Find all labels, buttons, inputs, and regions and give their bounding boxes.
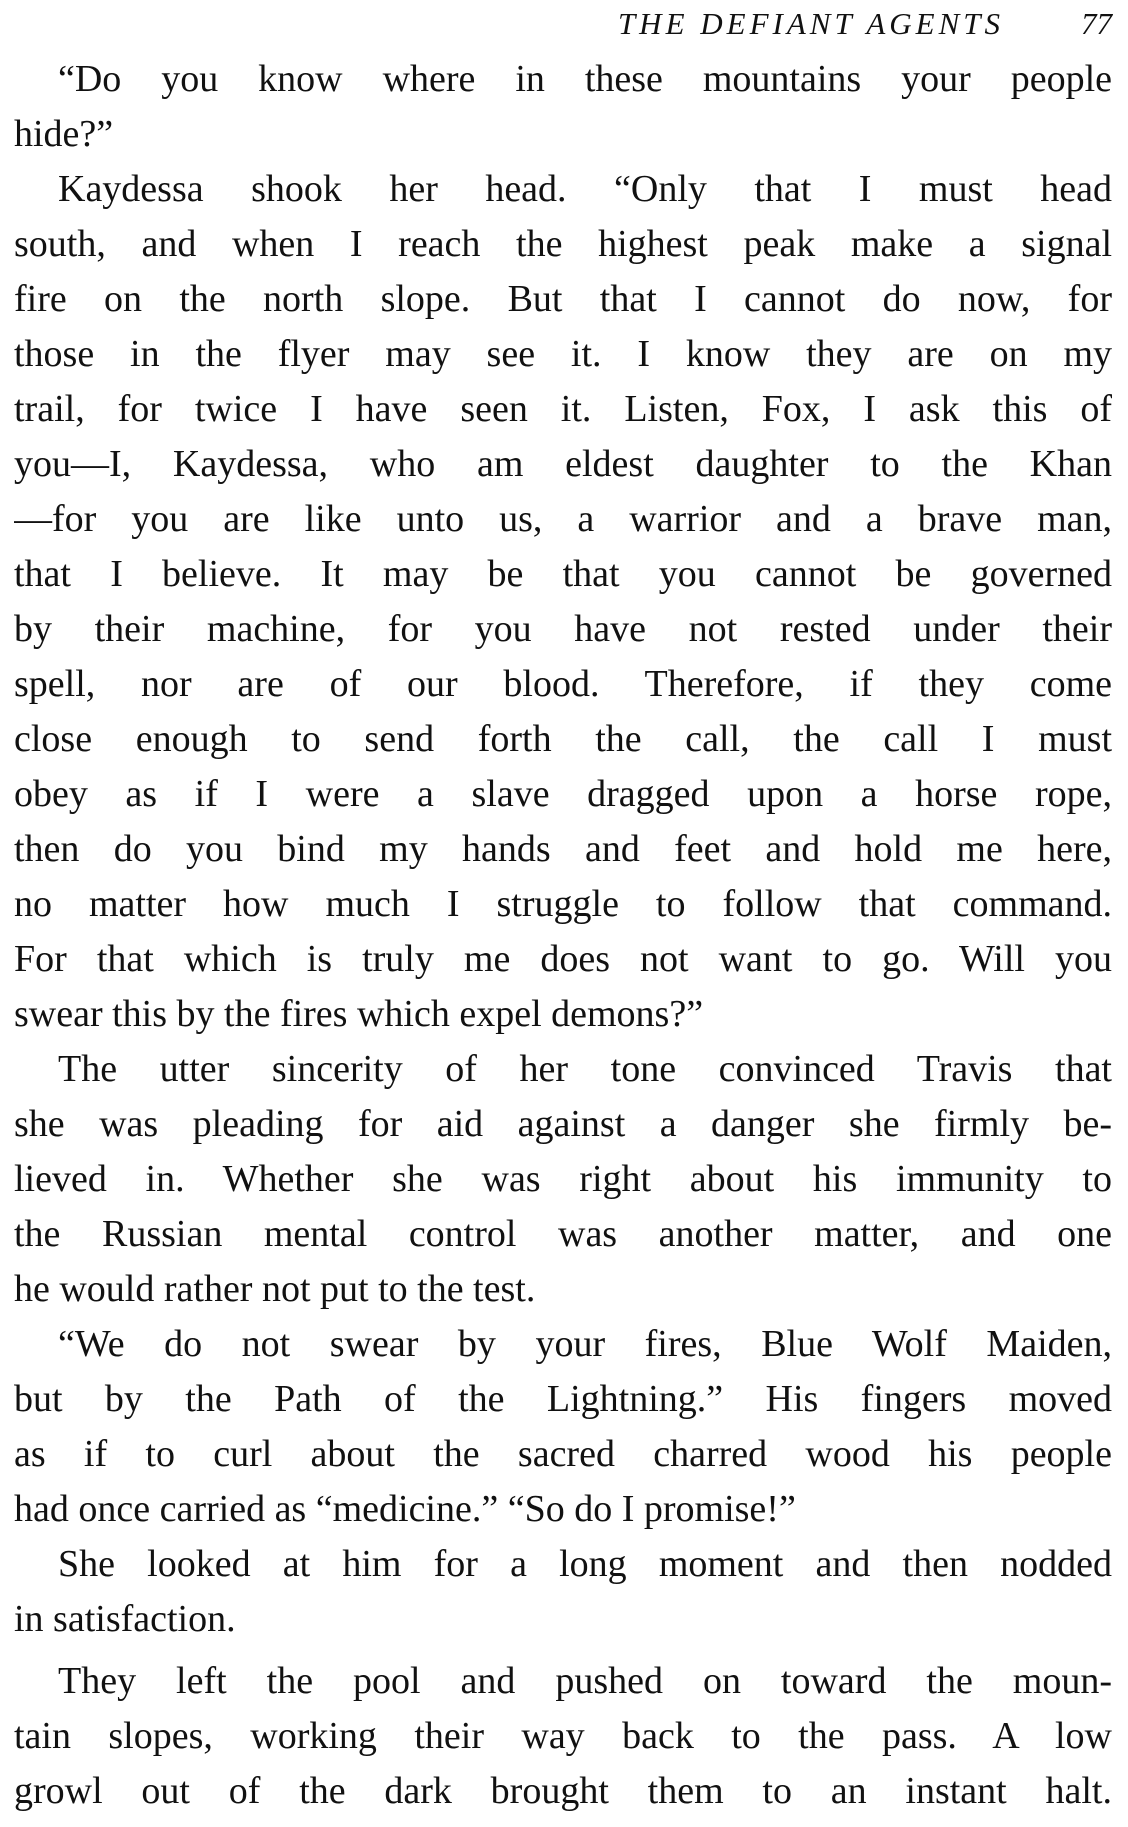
paragraph-gap (14, 1647, 1112, 1654)
text-line: tain slopes, working their way back to the pass. A low (14, 1715, 1112, 1757)
text-line: as if to curl about the sacred charred wood his people (14, 1433, 1112, 1475)
text-line: fire on the north slope. But that I cannot do now, for (14, 278, 1112, 320)
text-line: by their machine, for you have not rested under their (14, 608, 1112, 650)
text-line: growl out of the dark brought them to an instant halt. (14, 1770, 1112, 1812)
text-line: the Russian mental control was another matter, and one (14, 1213, 1112, 1255)
page-number: 77 (1081, 6, 1112, 41)
text-line: you—I, Kaydessa, who am eldest daughter to the Khan (14, 443, 1112, 485)
text-line: spell, nor are of our blood. Therefore, if they come (14, 663, 1112, 705)
text-line: had once carried as “medicine.” “So do I promise!” (14, 1488, 796, 1530)
text-line: obey as if I were a slave dragged upon a horse rope, (14, 773, 1112, 815)
text-line: She looked at him for a long moment and then nodded (58, 1543, 1112, 1585)
text-line: “We do not swear by your fires, Blue Wolf Maiden, (58, 1323, 1112, 1365)
text-line: swear this by the fires which expel demons?” (14, 993, 704, 1035)
text-line: trail, for twice I have seen it. Listen, Fox, I ask this of (14, 388, 1112, 430)
text-line: lieved in. Whether she was right about his immunity to (14, 1158, 1112, 1200)
text-line: They left the pool and pushed on toward the moun- (58, 1660, 1112, 1702)
text-line: For that which is truly me does not want to go. Will you (14, 938, 1112, 980)
text-line: those in the flyer may see it. I know they are on my (14, 333, 1112, 375)
text-line: south, and when I reach the highest peak make a signal (14, 223, 1112, 265)
text-line: The utter sincerity of her tone convinced Travis that (58, 1048, 1112, 1090)
text-line: close enough to send forth the call, the call I must (14, 718, 1112, 760)
text-line: then do you bind my hands and feet and hold me here, (14, 828, 1112, 870)
running-title: THE DEFIANT AGENTS (617, 6, 1004, 41)
text-line: “Do you know where in these mountains your people (58, 58, 1112, 100)
text-line: she was pleading for aid against a danger she firmly be- (14, 1103, 1112, 1145)
text-line: in satisfaction. (14, 1598, 236, 1640)
text-line: no matter how much I struggle to follow that command. (14, 883, 1112, 925)
text-line: but by the Path of the Lightning.” His fingers moved (14, 1378, 1112, 1420)
body-text (14, 52, 1112, 1819)
text-line: —for you are like unto us, a warrior and a brave man, (14, 498, 1112, 540)
text-line: that I believe. It may be that you cannot be governed (14, 553, 1112, 595)
text-line: hide?” (14, 113, 114, 155)
running-head (14, 6, 1112, 42)
text-line: Kaydessa shook her head. “Only that I must head (58, 168, 1112, 210)
text-line: he would rather not put to the test. (14, 1268, 536, 1310)
